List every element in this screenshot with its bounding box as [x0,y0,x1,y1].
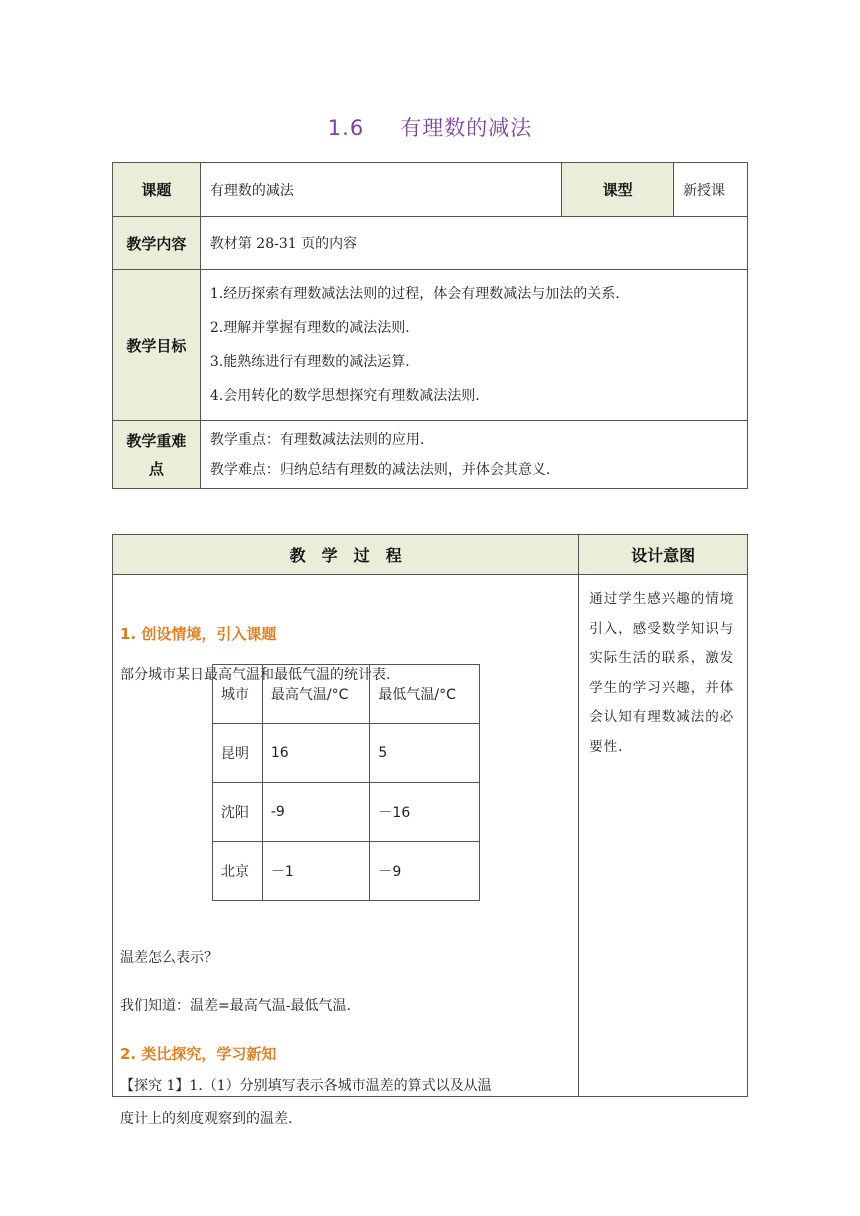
section1-text: 部分城市某日最高气温和最低气温的统计表. [120,667,391,683]
goals-cell [200,270,747,421]
temperature-table [212,664,480,901]
title-number: 1.6 [327,116,365,140]
table-row [213,724,480,783]
temp-low: 5 [370,724,480,783]
intent-header: 设计意图 [579,535,748,575]
explore-line: 【探究 1】1.（1）分别填写表示各城市温差的算式以及从温 [120,1078,492,1094]
topic-value: 有理数的减法 [200,163,561,217]
goal-item: 2.理解并掌握有理数的减法法则. [209,320,410,336]
temp-high: -9 [262,783,370,842]
type-value: 新授课 [674,163,748,217]
content-label: 教学内容 [113,217,201,270]
content-value: 教材第 28-31 页的内容 [200,217,747,270]
topic-label: 课题 [113,163,201,217]
process-header: 教 学 过 程 [113,535,579,575]
goals-label: 教学目标 [113,270,201,421]
temp-header-city: 城市 [213,665,263,724]
temp-low: －16 [370,783,480,842]
table-row [113,217,748,270]
goal-item: 3.能熟练进行有理数的减法运算. [209,354,410,370]
explore-line: 度计上的刻度观察到的温差. [120,1111,293,1127]
page-title [0,112,860,142]
key-point-item: 教学重点：有理数减法法则的应用. [209,431,425,448]
table-row [213,783,480,842]
table-row [113,270,748,421]
temp-city: 昆明 [213,724,263,783]
temp-header-low: 最低气温/°C [370,665,480,724]
key-label-line: 教学重难 [126,431,187,450]
temp-high: －1 [262,842,370,901]
type-label: 课型 [562,163,674,217]
section1-title: 1. 创设情境，引入课题 [120,625,277,643]
table-row [113,535,748,575]
temp-city: 沈阳 [213,783,263,842]
key-points-cell [200,421,747,489]
temp-high: 16 [262,724,370,783]
table-row [113,421,748,489]
temp-city: 北京 [213,842,263,901]
section2-title: 2. 类比探究，学习新知 [120,1045,277,1063]
intent-cell: 通过学生感兴趣的情境引入，感受数学知识与实际生活的联系，激发学生的学习兴趣，并体会认知有理数减法的必要性. [579,575,748,1097]
key-label-line: 点 [148,459,164,478]
temp-low: －9 [370,842,480,901]
temp-header-high: 最高气温/°C [262,665,370,724]
known-text: 我们知道：温差=最高气温-最低气温. [120,998,351,1014]
table-row [113,163,748,217]
key-point-item: 教学难点：归纳总结有理数的减法法则，并体会其意义. [209,461,551,478]
table-row [213,665,480,724]
key-points-label [113,421,201,489]
question-text: 温差怎么表示？ [120,950,218,966]
title-text: 有理数的减法 [400,116,533,140]
goal-item: 1.经历探索有理数减法法则的过程，体会有理数减法与加法的关系. [209,286,620,302]
lesson-info-table [112,162,748,489]
table-row [213,842,480,901]
goal-item: 4.会用转化的数学思想探究有理数减法法则. [209,388,480,404]
